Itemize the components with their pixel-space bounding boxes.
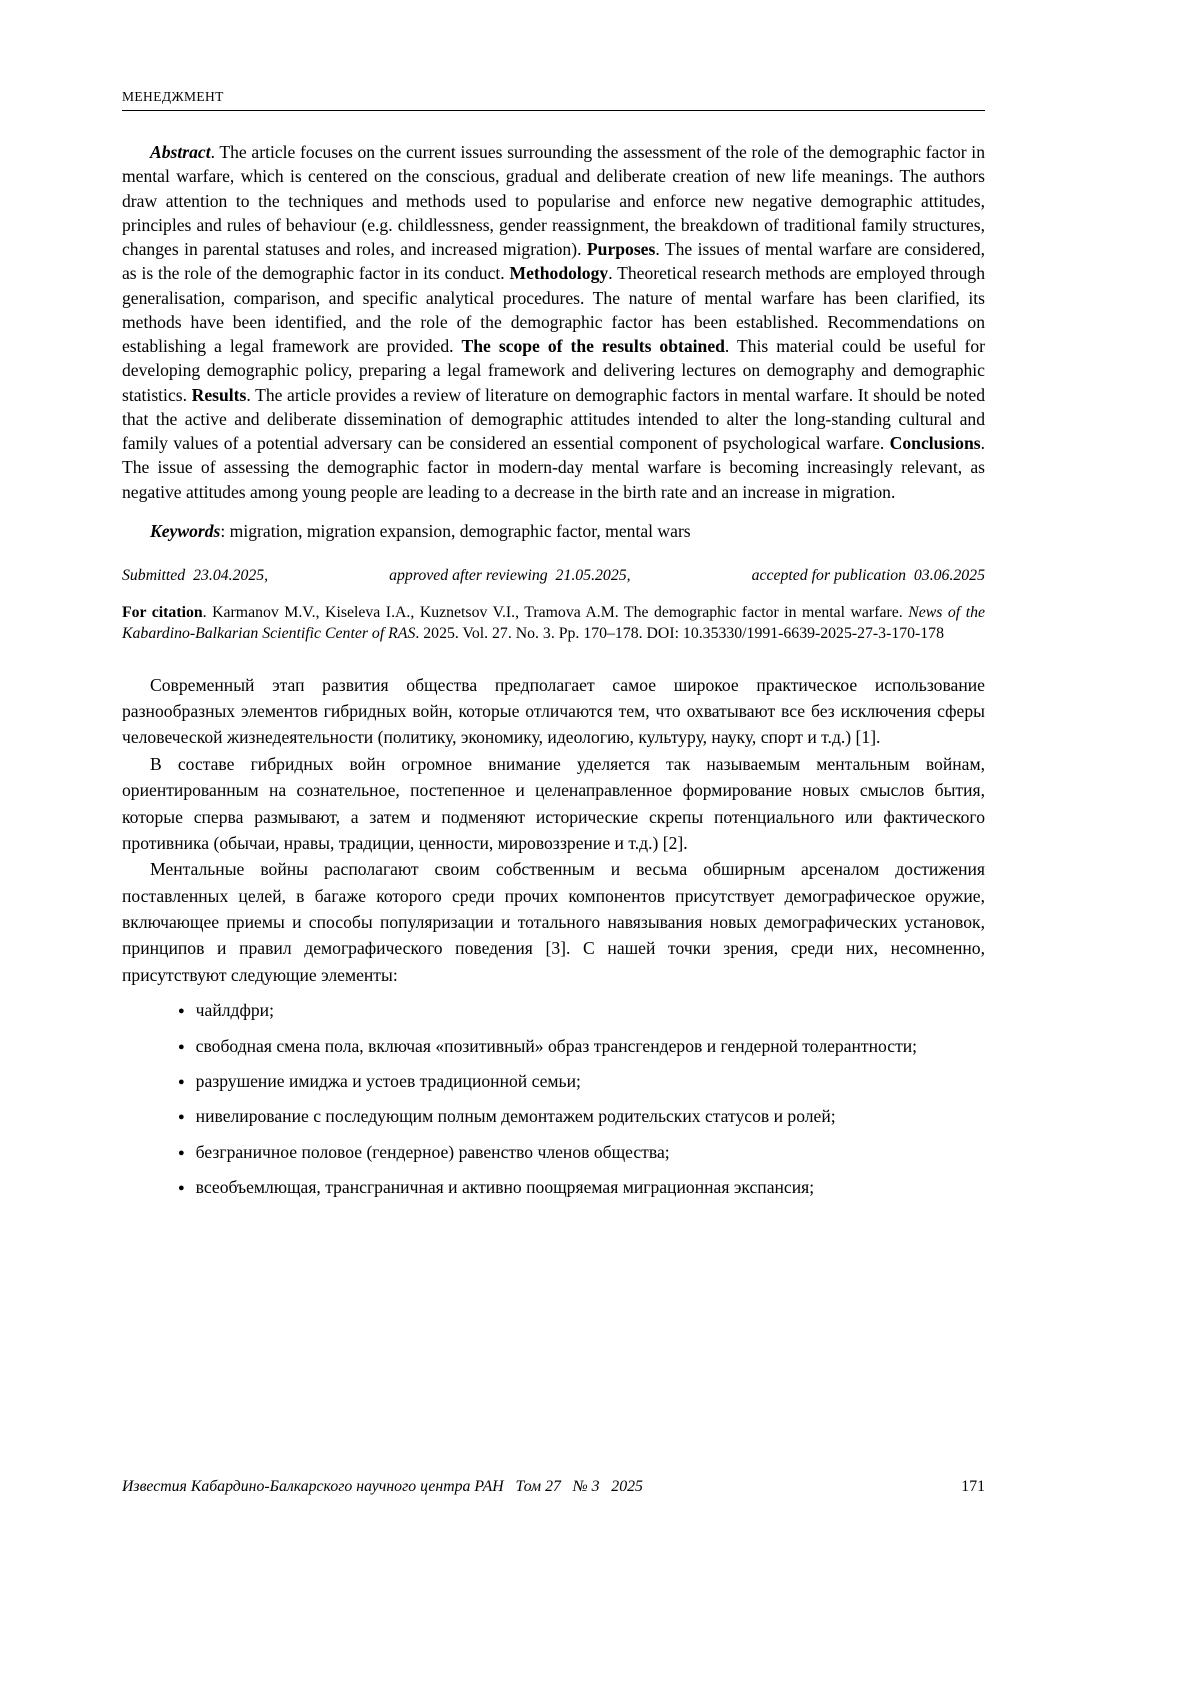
body-paragraph-text: Ментальные войны располагают своим собственным и весьма обширным арсеналом достижения поставленных целей, в багаже которого среди прочих компонентов присутствует демографическое оружие, включающее приемы и способы популяризации и тотального навязывания новых демографических установок, принципов и правил демографического поведения [3]. С нашей точки зрения, среди них, несомненно, присутствуют следующие элементы: [122,859,985,985]
bullet-item-text: свободная смена пола, включая «позитивный» образ трансгендеров и гендерной толерантности; [195,1035,918,1056]
bullet-icon: ● [178,1182,185,1195]
bullet-list [122,997,985,1200]
body-paragraph [122,672,985,751]
bullet-item-text: нивелирование с последующим полным демонтажем родительских статусов и ролей; [195,1106,836,1127]
footer-page-number: 171 [961,1478,985,1495]
bullet-icon: ● [178,1146,185,1159]
page-content [122,0,985,1201]
bullet-item [122,1174,985,1200]
bullet-icon: ● [178,1076,185,1089]
body-text [122,672,985,989]
submitted-date: Submitted 23.04.2025, [122,567,269,585]
page-footer [122,1478,985,1496]
body-paragraph [122,751,985,857]
bullet-icon: ● [178,1005,185,1018]
bullet-item [122,1139,985,1165]
bullet-item-text: всеобъемлющая, трансграничная и активно поощряемая миграционная экспансия; [195,1177,815,1198]
accepted-date: accepted for publication 03.06.2025 [751,567,985,585]
bullet-item-text: разрушение имиджа и устоев традиционной семьи; [195,1071,581,1092]
bullet-icon: ● [178,1040,185,1053]
approved-date: approved after reviewing 21.05.2025, [389,567,631,585]
running-head-section-title: МЕНЕДЖМЕНТ [122,89,224,104]
citation-paragraph: For citation. Karmanov M.V., Kiseleva I.A., Kuznetsov V.I., Tramova A.M. The demographic factor in mental warfare. News of the Kabardino-Balkarian Scientific Center of RAS. 2025. Vol. 27. No. 3. Pp. 170–178. DOI: 10.35330/1991-6639-2025-27-3-170-178 [122,604,985,643]
bullet-item [122,997,985,1023]
abstract-paragraph: Abstract. The article focuses on the current issues surrounding the assessment of the role of the demographic factor in mental warfare, which is centered on the conscious, gradual and deliberate creation of new life meanings. The authors draw attention to the techniques and methods used to popularise and enforce new negative demographic attitudes, principles and rules of behaviour (e.g. childlessness, gender reassignment, the breakdown of traditional family structures, changes in parental statuses and roles, and increased migration). Purposes. The issues of mental warfare are considered, as is the role of the demographic factor in its conduct. Methodology. Theoretical research methods are employed through generalisation, comparison, and specific analytical procedures. The nature of mental warfare has been clarified, its methods have been identified, and the role of the demographic factor has been established. Recommendations on establishing a legal framework are provided. The scope of the results obtained. This material could be useful for developing demographic policy, preparing a legal framework and delivering lectures on demography and demographic statistics. Results. The article provides a review of literature on demographic factors in mental warfare. It should be noted that the active and deliberate dissemination of demographic attitudes intended to alter the long-standing cultural and family values of a potential adversary can be considered an essential component of psychological warfare. Conclusions. The issue of assessing the demographic factor in modern-day mental warfare is becoming increasingly relevant, as negative attitudes among young people are leading to a decrease in the birth rate and an increase in migration. [122,142,985,502]
bullet-item [122,1033,985,1059]
bullet-item [122,1068,985,1094]
bullet-item-text: чайлдфри; [195,1000,274,1021]
body-paragraph-text: Современный этап развития общества предполагает самое широкое практическое использование разнообразных элементов гибридных войн, которые отличаются тем, что охватывают все без исключения сферы человеческой жизнедеятельности (политику, экономику, идеологию, культуру, науку, спорт и т.д.) [1]. [122,674,985,748]
bullet-item [122,1103,985,1129]
bullet-icon: ● [178,1111,185,1124]
body-paragraph-text: В составе гибридных войн огромное внимание уделяется так называемым ментальным войнам, ориентированным на сознательное, постепенное и целенаправленное формирование новых смыслов бытия, которые сперва размывают, а затем и подменяют исторические скрепы потенциального или фактического противника (обычаи, нравы, традиции, ценности, мировоззрение и т.д.) [2]. [122,753,985,853]
header-rule [122,110,985,111]
body-paragraph [122,856,985,988]
footer-journal-title: Известия Кабардино-Балкарского научного центра РАН Том 27 № 3 2025 [122,1478,643,1495]
dates-line [122,567,985,585]
bullet-item-text: безграничное половое (гендерное) равенство членов общества; [195,1141,670,1162]
keywords-paragraph: Keywords: migration, migration expansion, demographic factor, mental wars [150,520,691,541]
